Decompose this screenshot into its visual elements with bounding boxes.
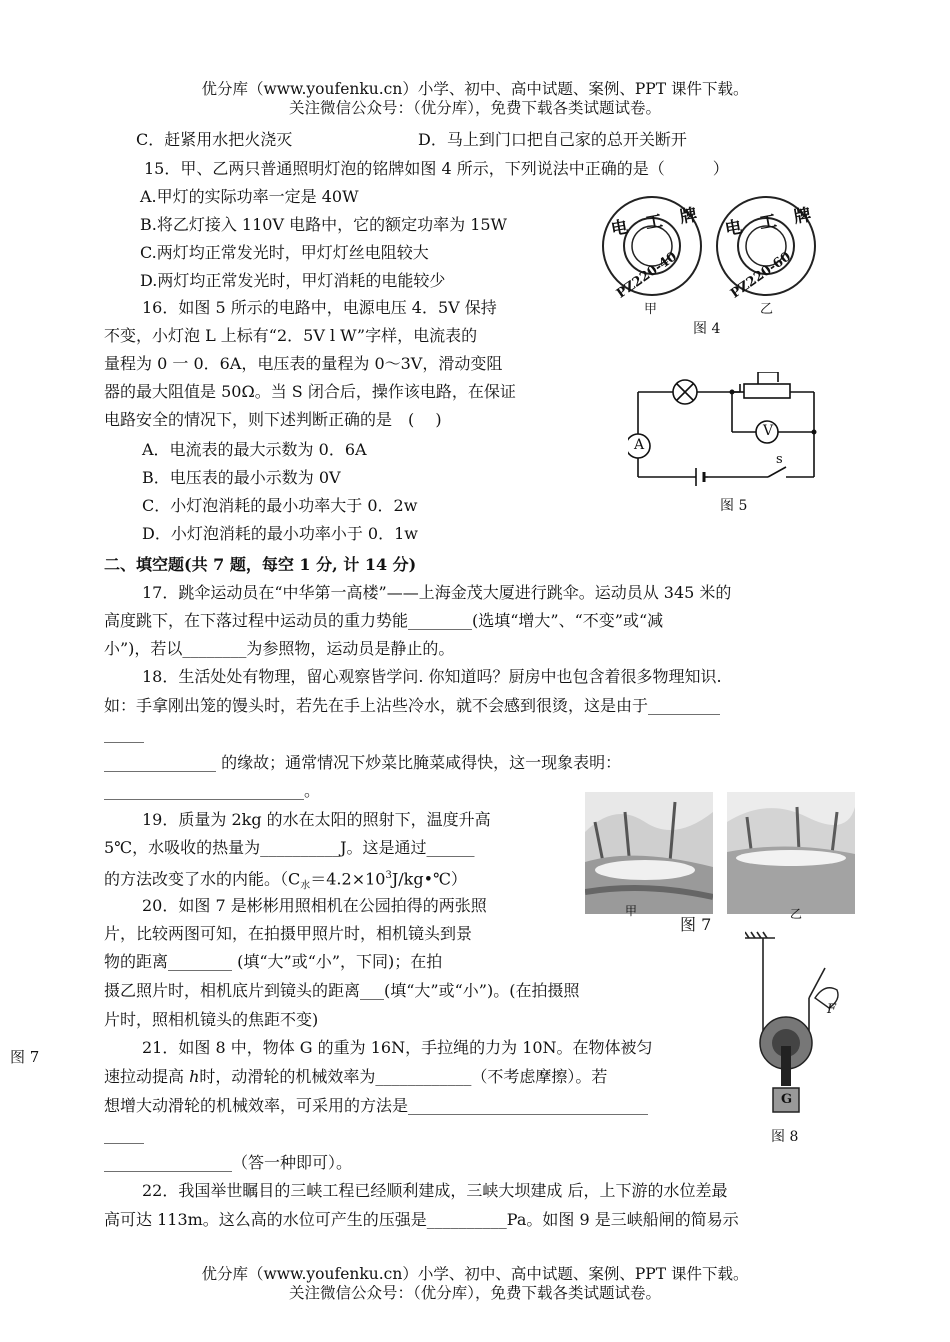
q16-line-2: 不变，小灯泡 L 上标有“2．5V l W”字样，电流表的 (104, 326, 478, 345)
side-label-figure-7: 图 7 (10, 1048, 40, 1066)
q22-line-2: 高可达 113m。这么高的水位可产生的压强是__________Pa。如图 9 是三峡船闸的简易示 (104, 1210, 739, 1229)
q18-line-1: 18．生活处处有物理，留心观察皆学问. 你知道吗？厨房中也包含着很多物理知识. (142, 667, 722, 686)
q19-line-3-a: 的方法改变了水的内能。（C (104, 869, 301, 889)
q18-line-4: ______________ 的缘故；通常情况下炒菜比腌菜咸得快，这一现象表明： (104, 753, 622, 772)
q19-line-1: 19．质量为 2kg 的水在太阳的照射下，温度升高 (142, 810, 491, 829)
q16-line-3: 量程为 0 一 0．6A，电压表的量程为 0～3V，滑动变阻 (104, 354, 503, 373)
figure-7-label-jia: 甲 (625, 904, 638, 918)
q19-line-3-c: J/kg•℃） (391, 869, 467, 889)
q15-option-a: A.甲灯的实际功率一定是 40W (140, 187, 359, 206)
q16-option-c: C．小灯泡消耗的最小功率大于 0．2w (142, 496, 418, 515)
q17-line-1: 17．跳伞运动员在“中华第一高楼”——上海金茂大厦进行跳伞。运动员从 345 米的 (142, 583, 732, 602)
figure-4-brand-2: 电工牌 (723, 201, 831, 240)
figure-5-junction-2 (812, 430, 817, 435)
figure-4-lamp-2-rating: PZ220-60 (728, 249, 794, 302)
q21-line-3: 想增大动滑轮的机械效率，可采用的方法是______________________________ (104, 1096, 649, 1115)
q20-line-4: 摄乙照片时，相机底片到镜头的距离___(填“大”或“小”)。(在拍摄照 (104, 981, 580, 1000)
q15-option-d: D.两灯均正常发光时，甲灯消耗的电能较少 (140, 271, 446, 290)
q14-option-d: D．马上到门口把自己家的总开关断开 (418, 130, 687, 149)
q18-line-3: _____ (104, 724, 144, 743)
q16-line-4: 器的最大阻值是 50Ω。当 S 闭合后，操作该电路，在保证 (104, 382, 516, 401)
q14-option-c: C．赶紧用水把火浇灭 (136, 130, 293, 149)
figure-5-junction-1 (730, 390, 735, 395)
figure-4-caption: 图 4 (693, 321, 721, 337)
q18-line-5: _________________________。 (104, 781, 321, 800)
q20-line-2: 片，比较两图可知，在拍摄甲照片时，相机镜头到景 (104, 924, 473, 943)
q20-line-1: 20．如图 7 是彬彬用照相机在公园拍得的两张照 (142, 896, 487, 915)
section-2-title: 二、填空题(共 7 题，每空 1 分, 计 14 分) (104, 555, 417, 574)
q16-line-5: 电路安全的情况下，则下述判断正确的是 ( ) (104, 410, 442, 429)
figure-5-switch-label: s (776, 452, 783, 467)
q18-line-2: 如：手拿刚出笼的馒头时，若先在手上沾些冷水，就不会感到很烫，这是由于_________ (104, 696, 721, 715)
q21-line-2-a: 速拉动提高 (104, 1067, 190, 1086)
figure-8-drawing (745, 928, 855, 1128)
figure-5 (628, 372, 828, 517)
q15-stem: 15．甲、乙两只普通照明灯泡的铭牌如图 4 所示，下列说法中正确的是（ ） (144, 159, 729, 178)
figure-5-voltmeter-label: V (763, 423, 774, 439)
figure-4-brand-1: 电工牌 (609, 201, 717, 240)
figure-8-object-label: G (781, 1092, 793, 1107)
q21-line-1: 21．如图 8 中，物体 G 的重为 16N，手拉绳的力为 10N。在物体被匀 (142, 1038, 653, 1057)
q19-superscript: 3 (385, 870, 392, 881)
q15-option-c: C.两灯均正常发光时，甲灯灯丝电阻较大 (140, 243, 429, 262)
q17-line-2: 高度跳下，在下落过程中运动员的重力势能________(选填“增大”、“不变”或“减 (104, 611, 664, 630)
figure-7-label-yi: 乙 (790, 907, 803, 921)
q21-line-5: ________________（答一种即可）。 (104, 1153, 353, 1172)
figure-5-ammeter-label: A (634, 437, 645, 453)
q19-line-3 (104, 866, 467, 897)
footer-line-1: 优分库（www.youfenku.cn）小学、初中、高中试题、案例、PPT 课件下载。 (201, 1265, 749, 1283)
figure-5-caption: 图 5 (720, 498, 748, 514)
q20-line-5: 片时，照相机镜头的焦距不变) (104, 1010, 319, 1029)
q22-line-1: 22．我国举世瞩目的三峡工程已经顺利建成，三峡大坝建成 后，上下游的水位差最 (142, 1181, 728, 1200)
q21-line-4: _____ (104, 1125, 144, 1144)
figure-8-force-label: F (827, 1002, 837, 1017)
q20-line-3: 物的距离________ (填“大”或“小”，下同)；在拍 (104, 952, 443, 971)
figure-4-label-yi: 乙 (760, 302, 774, 317)
figure-7-photo-jia (585, 792, 713, 914)
figure-4 (600, 186, 830, 336)
figure-4-label-jia: 甲 (644, 302, 658, 317)
figure-7-caption: 图 7 (680, 915, 712, 934)
figure-7-photo-yi (727, 792, 855, 914)
q19-line-2: 5℃，水吸收的热量为__________J。这是通过______ (104, 838, 475, 857)
header-line-1: 优分库（www.youfenku.cn）小学、初中、高中试题、案例、PPT 课件下载。 (201, 80, 749, 98)
figure-8-caption: 图 8 (771, 1129, 799, 1145)
figure-7-photo-jia-drawing (585, 792, 713, 914)
q16-option-d: D．小灯泡消耗的最小功率小于 0．1w (142, 524, 418, 543)
q16-option-a: A．电流表的最大示数为 0．6A (142, 440, 367, 459)
figure-7-photo-yi-drawing (727, 792, 855, 914)
q16-option-b: B．电压表的最小示数为 0V (142, 468, 341, 487)
q21-line-2 (104, 1067, 607, 1087)
footer-line-2: 关注微信公众号：（优分库），免费下载各类试题试卷。 (288, 1284, 661, 1302)
q21-h-variable: h (189, 1067, 200, 1086)
q15-option-b: B.将乙灯接入 110V 电路中，它的额定功率为 15W (140, 215, 508, 234)
figure-4-lamp-1-rating: PZ220-40 (614, 249, 680, 302)
header-line-2: 关注微信公众号：（优分库），免费下载各类试题试卷。 (288, 99, 661, 117)
q19-subscript: 水 (300, 880, 311, 892)
q21-line-2-b: 时，动滑轮的机械效率为____________（不考虑摩擦）。若 (199, 1067, 608, 1086)
figure-8 (745, 928, 855, 1148)
q16-line-1: 16．如图 5 所示的电路中，电源电压 4．5V 保持 (142, 298, 497, 317)
q17-line-3: 小”)，若以________为参照物，运动员是静止的。 (104, 639, 455, 658)
q19-line-3-b: ＝4.2×10 (310, 869, 386, 889)
